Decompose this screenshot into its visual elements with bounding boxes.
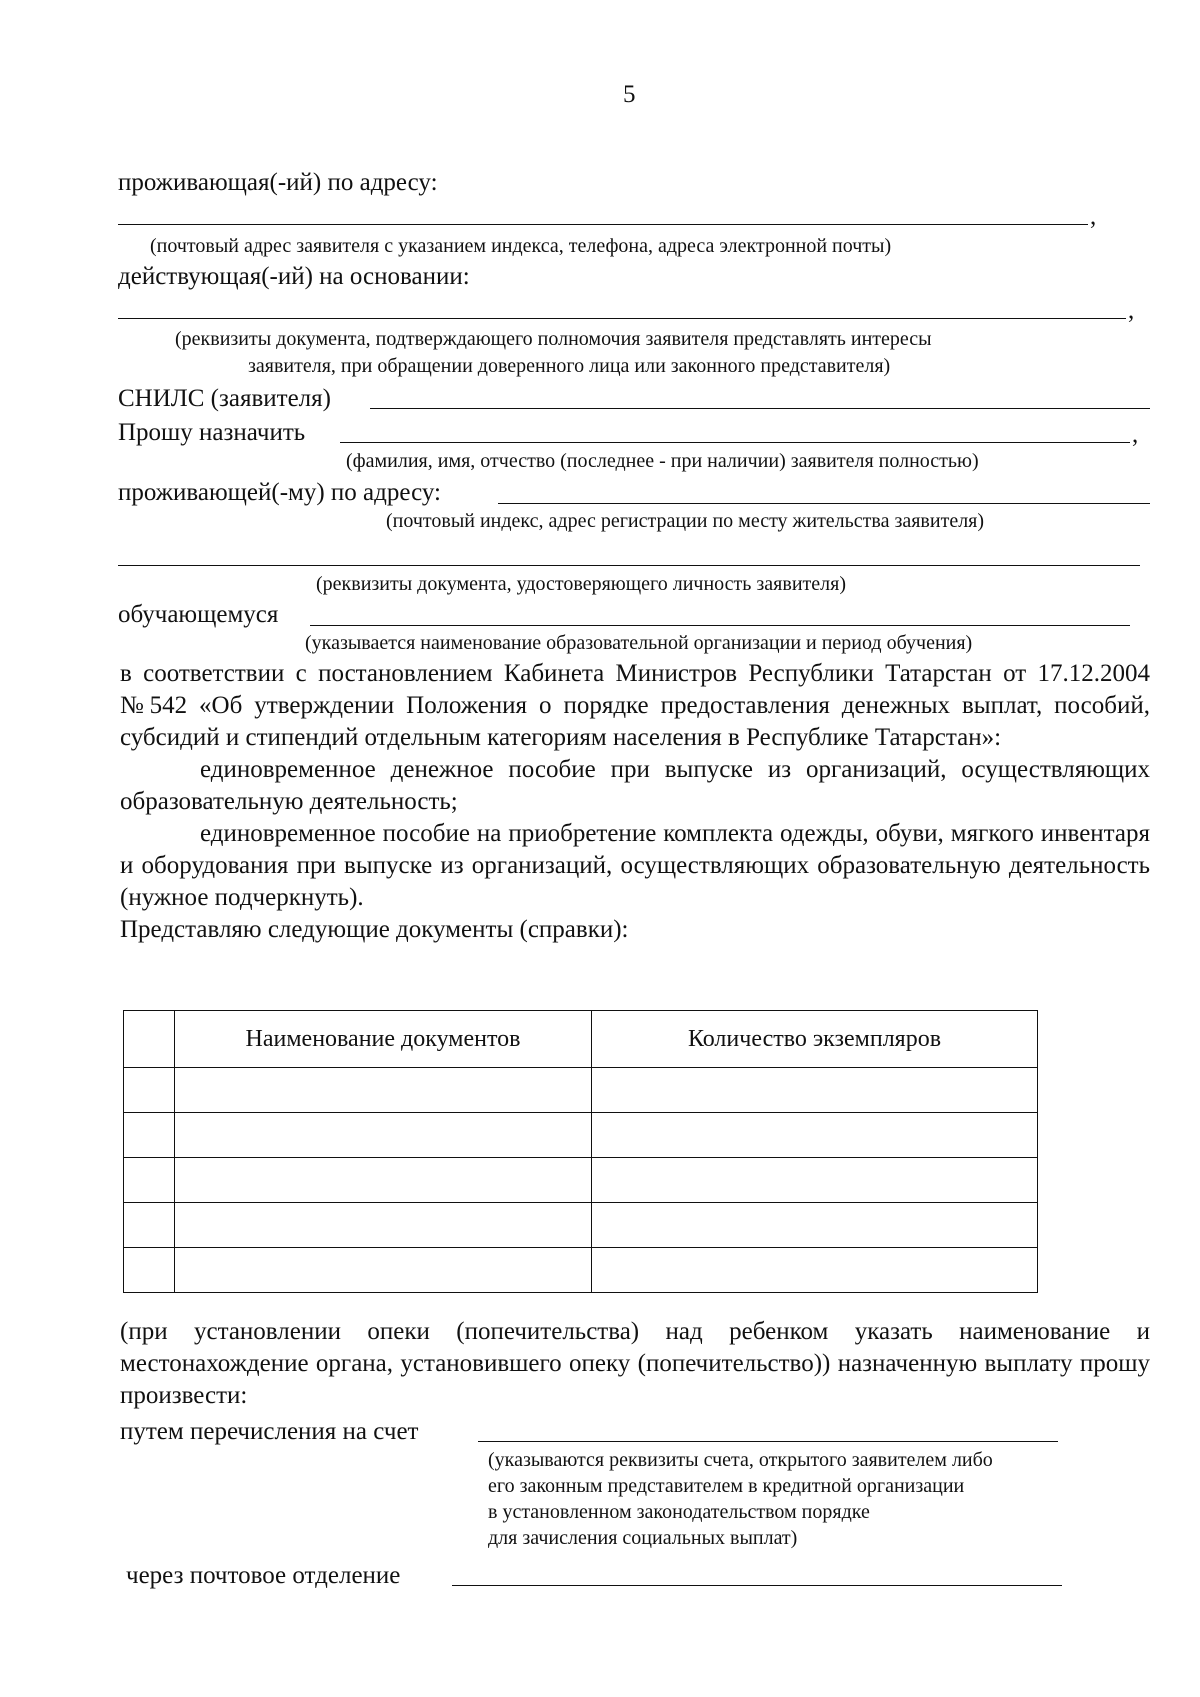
- basis-input-line[interactable]: [118, 318, 1126, 319]
- page-number: 5: [623, 81, 636, 108]
- table-cell[interactable]: [175, 1068, 592, 1113]
- table-header-number: [124, 1011, 175, 1068]
- snils-input-line[interactable]: [370, 408, 1150, 409]
- student-label: обучающемуся: [118, 601, 279, 628]
- table-cell[interactable]: [124, 1158, 175, 1203]
- assign-comma: ,: [1132, 421, 1139, 448]
- account-input-line[interactable]: [478, 1441, 1058, 1442]
- snils-label: СНИЛС (заявителя): [118, 385, 331, 412]
- account-label: путем перечисления на счет: [120, 1418, 419, 1445]
- account-hint-line1: (указываются реквизиты счета, открытого заявителем либо: [488, 1449, 993, 1471]
- table-cell[interactable]: [592, 1203, 1038, 1248]
- address-comma: ,: [1090, 203, 1097, 230]
- table-cell[interactable]: [124, 1068, 175, 1113]
- table-cell[interactable]: [175, 1113, 592, 1158]
- guardianship-block: [120, 1316, 1150, 1412]
- assign-input-line[interactable]: [340, 442, 1130, 443]
- account-hint-line3: в установленном законодательством порядке: [488, 1501, 870, 1523]
- assign-hint: (фамилия, имя, отчество (последнее - при наличии) заявителя полностью): [346, 450, 979, 472]
- post-office-input-line[interactable]: [452, 1585, 1062, 1586]
- table-cell[interactable]: [124, 1248, 175, 1293]
- basis-hint-line1: (реквизиты документа, подтверждающего полномочия заявителя представлять интересы: [175, 328, 932, 350]
- residing-hint: (почтовый индекс, адрес регистрации по месту жительства заявителя): [386, 510, 985, 532]
- assign-label: Прошу назначить: [118, 419, 306, 446]
- option-clothing-allowance: единовременное пособие на приобретение комплекта одежды, обуви, мягкого инвентаря и оборудования при выпуске из организаций, осуществляющих образовательную деятельность (нужное подчеркнуть).: [120, 820, 1150, 911]
- option-lump-sum-allowance: единовременное денежное пособие при выпуске из организаций, осуществляющих образовательную деятельность;: [120, 756, 1150, 815]
- residing-label: проживающей(-му) по адресу:: [118, 479, 441, 506]
- table-row: [124, 1068, 1038, 1113]
- residing-input-line[interactable]: [498, 503, 1150, 504]
- post-office-label: через почтовое отделение: [126, 1562, 401, 1589]
- basis-label: действующая(-ий) на основании:: [118, 263, 470, 290]
- table-header-document-name: Наименование документов: [175, 1011, 592, 1068]
- table-cell[interactable]: [175, 1203, 592, 1248]
- table-cell[interactable]: [592, 1248, 1038, 1293]
- table-cell[interactable]: [124, 1203, 175, 1248]
- table-row: [124, 1158, 1038, 1203]
- documents-table: [123, 1010, 1038, 1293]
- identity-input-line[interactable]: [118, 565, 1140, 566]
- legal-basis-block: [120, 658, 1150, 946]
- address-input-line[interactable]: [118, 224, 1088, 225]
- guardianship-note: (при установлении опеки (попечительства) над ребенком указать наименование и местонахождение органа, установившего опеку (попечительство)) назначенную выплату прошу произвести:: [120, 1318, 1150, 1409]
- account-hint-line4: для зачисления социальных выплат): [488, 1527, 798, 1549]
- identity-hint: (реквизиты документа, удостоверяющего личность заявителя): [316, 573, 846, 595]
- account-hint-line2: его законным представителем в кредитной организации: [488, 1475, 965, 1497]
- table-row: [124, 1203, 1038, 1248]
- legal-basis-text: в соответствии с постановлением Кабинета Министров Республики Татарстан от 17.12.2004 №542 «Об утверждении Положения о порядке предоставления денежных выплат, пособий, субсидий и стипендий отдельным категориям населения в Республике Татарстан»:: [120, 660, 1150, 751]
- table-cell[interactable]: [592, 1068, 1038, 1113]
- table-row: [124, 1113, 1038, 1158]
- documents-intro: Представляю следующие документы (справки):: [120, 916, 629, 943]
- table-cell[interactable]: [124, 1113, 175, 1158]
- table-header-copies: Количество экземпляров: [592, 1011, 1038, 1068]
- student-hint: (указывается наименование образовательной организации и период обучения): [305, 632, 973, 654]
- table-cell[interactable]: [175, 1248, 592, 1293]
- basis-comma: ,: [1128, 297, 1135, 324]
- table-cell[interactable]: [592, 1158, 1038, 1203]
- table-cell[interactable]: [592, 1113, 1038, 1158]
- table-row: [124, 1248, 1038, 1293]
- table-cell[interactable]: [175, 1158, 592, 1203]
- address-hint: (почтовый адрес заявителя с указанием индекса, телефона, адреса электронной почты): [150, 235, 892, 257]
- basis-hint-line2: заявителя, при обращении доверенного лица или законного представителя): [248, 355, 891, 377]
- address-label: проживающая(-ий) по адресу:: [118, 169, 438, 196]
- table-header-row: [124, 1011, 1038, 1068]
- student-input-line[interactable]: [310, 625, 1130, 626]
